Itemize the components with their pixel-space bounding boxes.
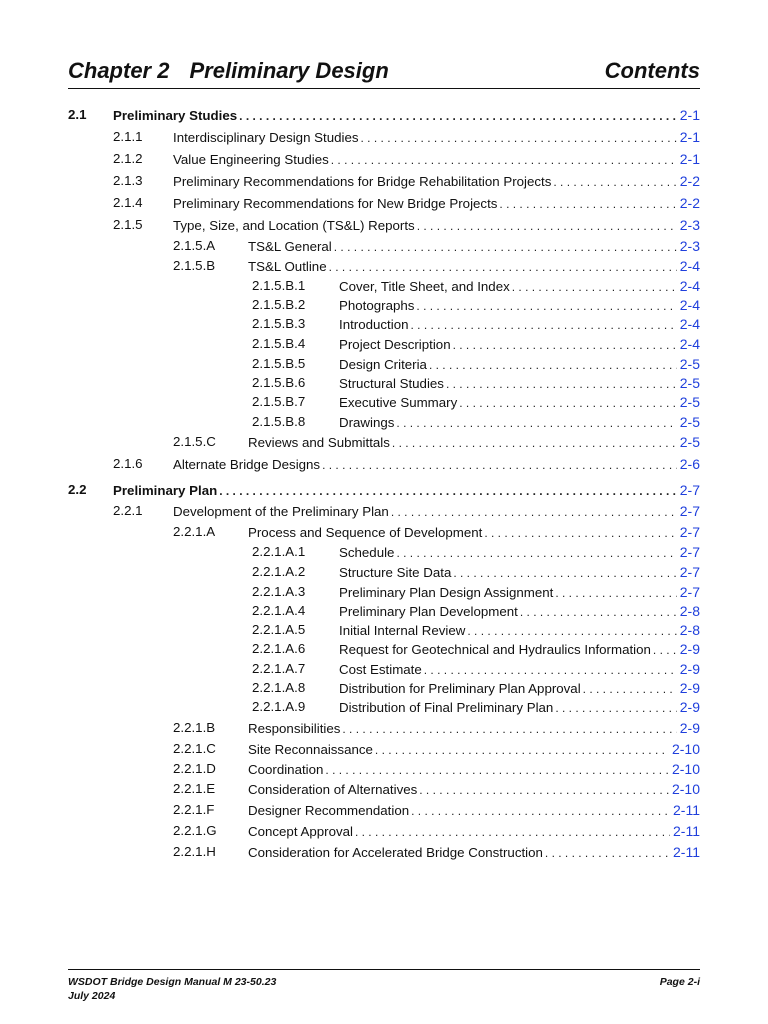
toc-entry-page-link[interactable]: 2-5: [679, 375, 700, 391]
footer-page-number: Page 2-i: [659, 976, 700, 988]
toc-entry-label[interactable]: Structure Site Data: [339, 565, 452, 580]
toc-entry[interactable]: [173, 802, 700, 820]
toc-entry[interactable]: [113, 456, 700, 474]
toc-entry-page-link[interactable]: 2-4: [679, 278, 700, 294]
dot-leader: [453, 338, 677, 352]
toc-entry-label[interactable]: Executive Summary: [339, 395, 458, 410]
toc-entry-number: 2.1.5.B.4: [252, 336, 306, 351]
toc-entry-page-link[interactable]: 2-9: [679, 680, 700, 696]
toc-entry[interactable]: [252, 316, 700, 334]
toc-entry-page-link[interactable]: 2-8: [679, 622, 700, 638]
toc-entry-label[interactable]: Initial Internal Review: [339, 623, 466, 638]
toc-entry-label[interactable]: TS&L General: [248, 239, 332, 254]
toc-entry-label[interactable]: Responsibilities: [248, 721, 341, 736]
toc-entry-label[interactable]: Interdisciplinary Design Studies: [173, 130, 359, 145]
toc-entry-label[interactable]: Schedule: [339, 545, 395, 560]
page-footer: [68, 969, 700, 1002]
toc-entry-number: 2.2.1.F: [173, 802, 215, 817]
dot-leader: [219, 484, 677, 498]
toc-entry[interactable]: [173, 844, 700, 862]
toc-entry-number: 2.1.1: [113, 129, 143, 144]
toc-entry-label[interactable]: Request for Geotechnical and Hydraulics Information: [339, 642, 651, 657]
toc-entry[interactable]: [173, 258, 700, 276]
dot-leader: [484, 526, 676, 540]
contents-heading: Contents: [604, 58, 700, 83]
toc-entry-label[interactable]: Photographs: [339, 298, 415, 313]
toc-entry[interactable]: [252, 564, 700, 582]
toc-entry[interactable]: [113, 129, 700, 147]
toc-entry-label[interactable]: Design Criteria: [339, 357, 427, 372]
toc-entry-label[interactable]: Type, Size, and Location (TS&L) Reports: [173, 218, 415, 233]
toc-entry-label[interactable]: Preliminary Recommendations for New Bridge Projects: [173, 196, 498, 211]
toc-entry-number: 2.1.2: [113, 151, 143, 166]
toc-entry-label[interactable]: Consideration of Alternatives: [248, 782, 418, 797]
dot-leader: [512, 280, 677, 294]
dot-leader: [239, 109, 677, 123]
toc-entry[interactable]: [252, 584, 700, 602]
toc-entry-page-link[interactable]: 2-10: [671, 741, 700, 757]
toc-entry[interactable]: [68, 482, 700, 500]
toc-entry[interactable]: [252, 661, 700, 679]
toc-entry[interactable]: [173, 238, 700, 256]
toc-entry-number: 2.1.5.B.5: [252, 356, 306, 371]
dot-leader: [329, 260, 677, 274]
toc-entry-label[interactable]: Consideration for Accelerated Bridge Construction: [248, 845, 543, 860]
dot-leader: [396, 416, 676, 430]
toc-entry-label[interactable]: Structural Studies: [339, 376, 444, 391]
toc-entry[interactable]: [252, 641, 700, 659]
toc-entry[interactable]: [173, 434, 700, 452]
toc-entry-number: 2.1.5.C: [173, 434, 216, 449]
toc-entry-page-link[interactable]: 2-5: [679, 434, 700, 450]
dot-leader: [334, 240, 677, 254]
dot-leader: [555, 586, 676, 600]
toc-entry-number: 2.2.1.B: [173, 720, 216, 735]
dot-leader: [322, 458, 677, 472]
dot-leader: [411, 804, 670, 818]
toc-entry-number: 2.2.1.A.9: [252, 699, 306, 714]
dot-leader: [391, 505, 677, 519]
toc-entry-number: 2.2.1.A.6: [252, 641, 306, 656]
toc-entry-page-link[interactable]: 2-7: [679, 544, 700, 560]
dot-leader: [375, 743, 669, 757]
dot-leader: [424, 663, 677, 677]
toc-entry-page-link[interactable]: 2-6: [679, 456, 700, 472]
toc-entry-page-link[interactable]: 2-5: [679, 414, 700, 430]
dot-leader: [392, 436, 677, 450]
toc-entry-label[interactable]: TS&L Outline: [248, 259, 327, 274]
toc-entry-page-link[interactable]: 2-4: [679, 336, 700, 352]
toc-entry-page-link[interactable]: 2-2: [679, 173, 700, 189]
footer-date: July 2024: [68, 990, 116, 1002]
toc-entry[interactable]: [173, 781, 700, 799]
dot-leader: [355, 825, 670, 839]
toc-entry-number: 2.1.5.B.3: [252, 316, 306, 331]
toc-entry-number: 2.2.1: [113, 503, 143, 518]
toc-entry-number: 2.2.1.C: [173, 741, 216, 756]
toc-entry[interactable]: [113, 195, 700, 213]
chapter-name: Preliminary Design: [189, 58, 389, 83]
toc-entry-number: 2.2.1.A.2: [252, 564, 306, 579]
toc-entry-page-link[interactable]: 2-9: [679, 661, 700, 677]
toc-entry-number: 2.2.1.G: [173, 823, 217, 838]
toc-entry-page-link[interactable]: 2-7: [679, 584, 700, 600]
toc-entry-number: 2.1.5.B.8: [252, 414, 306, 429]
dot-leader: [459, 396, 677, 410]
toc-entry-label[interactable]: Site Reconnaissance: [248, 742, 373, 757]
toc-entry-number: 2.2.1.A.1: [252, 544, 306, 559]
dot-leader: [417, 219, 677, 233]
toc-entry-number: 2.1.5.B.7: [252, 394, 306, 409]
toc-entry-page-link[interactable]: 2-11: [673, 844, 700, 860]
toc-entry-label[interactable]: Process and Sequence of Development: [248, 525, 483, 540]
dot-leader: [331, 153, 677, 167]
toc-entry[interactable]: [252, 622, 700, 640]
toc-entry-label[interactable]: Value Engineering Studies: [173, 152, 329, 167]
chapter-number: Chapter 2: [68, 58, 170, 83]
toc-entry-label[interactable]: Alternate Bridge Designs: [173, 457, 321, 472]
toc-entry-label[interactable]: Distribution for Preliminary Plan Approval: [339, 681, 581, 696]
toc-entry[interactable]: [252, 680, 700, 698]
toc-entry[interactable]: [113, 151, 700, 169]
toc-entry-label[interactable]: Preliminary Recommendations for Bridge Rehabilitation Projects: [173, 174, 552, 189]
toc-entry-page-link[interactable]: 2-1: [679, 129, 700, 145]
toc-entry-number: 2.2.1.A.7: [252, 661, 306, 676]
toc-entry-label[interactable]: Preliminary Plan Development: [339, 604, 518, 619]
toc-entry-label[interactable]: Introduction: [339, 317, 409, 332]
dot-leader: [325, 763, 669, 777]
toc-entry-page-link[interactable]: 2-4: [679, 316, 700, 332]
dot-leader: [499, 197, 676, 211]
toc-entry-page-link[interactable]: 2-10: [671, 781, 700, 797]
dot-leader: [410, 318, 676, 332]
toc-entry-label[interactable]: Designer Recommendation: [248, 803, 410, 818]
dot-leader: [555, 701, 676, 715]
toc-entry-page-link[interactable]: 2-5: [679, 356, 700, 372]
toc-entry-label[interactable]: Coordination: [248, 762, 324, 777]
toc-entry-label[interactable]: Development of the Preliminary Plan: [173, 504, 389, 519]
toc-entry[interactable]: [173, 741, 700, 759]
toc-entry-page-link[interactable]: 2-9: [679, 699, 700, 715]
toc-entry[interactable]: [252, 699, 700, 717]
toc-entry-number: 2.2.1.H: [173, 844, 216, 859]
toc-entry[interactable]: [252, 336, 700, 354]
dot-leader: [553, 175, 676, 189]
toc-entry-number: 2.1.4: [113, 195, 143, 210]
toc-entry-label[interactable]: Preliminary Plan: [113, 483, 218, 498]
toc-entry-number: 2.1.5.B.1: [252, 278, 306, 293]
toc-entry-number: 2.2.1.E: [173, 781, 216, 796]
toc-entry-number: 2.1.5: [113, 217, 143, 232]
toc-entry-label[interactable]: Concept Approval: [248, 824, 353, 839]
toc-entry-page-link[interactable]: 2-11: [673, 823, 700, 839]
toc-entry-label[interactable]: Cover, Title Sheet, and Index: [339, 279, 510, 294]
toc-entry-page-link[interactable]: 2-7: [679, 564, 700, 580]
toc-entry-page-link[interactable]: 2-3: [679, 217, 700, 233]
toc-entry-page-link[interactable]: 2-8: [679, 603, 700, 619]
toc-entry-number: 2.1.5.B.6: [252, 375, 306, 390]
toc-entry-label[interactable]: Distribution of Final Preliminary Plan: [339, 700, 554, 715]
toc-entry-number: 2.1.5.A: [173, 238, 216, 253]
toc-entry-page-link[interactable]: 2-9: [679, 720, 700, 736]
toc-entry-page-link[interactable]: 2-1: [679, 151, 700, 167]
dot-leader: [453, 566, 676, 580]
toc-entry-number: 2.2.1.A: [173, 524, 216, 539]
dot-leader: [416, 299, 676, 313]
toc-entry-number: 2.1.6: [113, 456, 143, 471]
toc-entry-page-link[interactable]: 2-3: [679, 238, 700, 254]
dot-leader: [583, 682, 677, 696]
toc-entry-page-link[interactable]: 2-11: [673, 802, 700, 818]
toc-entry-page-link[interactable]: 2-4: [679, 297, 700, 313]
toc-entry-label[interactable]: Reviews and Submittals: [248, 435, 390, 450]
toc-entry-number: 2.2.1.A.5: [252, 622, 306, 637]
dot-leader: [545, 846, 670, 860]
toc-entry-number: 2.1: [68, 107, 87, 122]
toc-entry-number: 2.1.5.B: [173, 258, 216, 273]
toc-entry[interactable]: [252, 603, 700, 621]
toc-entry-number: 2.2: [68, 482, 87, 497]
toc-entry[interactable]: [252, 375, 700, 393]
toc-entry[interactable]: [113, 503, 700, 521]
toc-entry-page-link[interactable]: 2-5: [679, 394, 700, 410]
toc-entry[interactable]: [252, 544, 700, 562]
toc-entry[interactable]: [252, 414, 700, 432]
toc-entry-page-link[interactable]: 2-10: [671, 761, 700, 777]
dot-leader: [361, 131, 677, 145]
toc-entry-number: 2.2.1.D: [173, 761, 216, 776]
toc-entry[interactable]: [173, 761, 700, 779]
toc-entry-page-link[interactable]: 2-1: [679, 107, 700, 123]
toc-entry-label[interactable]: Drawings: [339, 415, 395, 430]
toc-entry-page-link[interactable]: 2-7: [679, 482, 700, 498]
toc-entry-number: 2.2.1.A.3: [252, 584, 306, 599]
toc-entry[interactable]: [173, 823, 700, 841]
toc-entry-label[interactable]: Preliminary Studies: [113, 108, 238, 123]
toc-entry-page-link[interactable]: 2-7: [679, 503, 700, 519]
dot-leader: [467, 624, 676, 638]
toc-entry[interactable]: [173, 720, 700, 738]
dot-leader: [429, 358, 677, 372]
toc-entry-page-link[interactable]: 2-2: [679, 195, 700, 211]
toc-entry[interactable]: [68, 107, 700, 125]
toc-entry[interactable]: [252, 394, 700, 412]
footer-manual-title: WSDOT Bridge Design Manual M 23-50.23: [68, 976, 277, 988]
dot-leader: [446, 377, 677, 391]
toc-entry[interactable]: [113, 217, 700, 235]
toc-entry-page-link[interactable]: 2-9: [679, 641, 700, 657]
toc-entry-page-link[interactable]: 2-4: [679, 258, 700, 274]
toc-entry-page-link[interactable]: 2-7: [679, 524, 700, 540]
toc-entry-number: 2.2.1.A.8: [252, 680, 306, 695]
toc-entry-label[interactable]: Cost Estimate: [339, 662, 422, 677]
toc-entry[interactable]: [252, 297, 700, 315]
toc-entry-label[interactable]: Project Description: [339, 337, 451, 352]
toc-entry[interactable]: [252, 278, 700, 296]
toc-entry-label[interactable]: Preliminary Plan Design Assignment: [339, 585, 554, 600]
dot-leader: [396, 546, 676, 560]
toc-entry-number: 2.2.1.A.4: [252, 603, 306, 618]
toc-entry[interactable]: [252, 356, 700, 374]
dot-leader: [520, 605, 677, 619]
toc-entry[interactable]: [173, 524, 700, 542]
toc-entry-number: 2.1.3: [113, 173, 143, 188]
toc-entry[interactable]: [113, 173, 700, 191]
toc-entry-number: 2.1.5.B.2: [252, 297, 306, 312]
dot-leader: [419, 783, 669, 797]
dot-leader: [653, 643, 677, 657]
dot-leader: [342, 722, 676, 736]
